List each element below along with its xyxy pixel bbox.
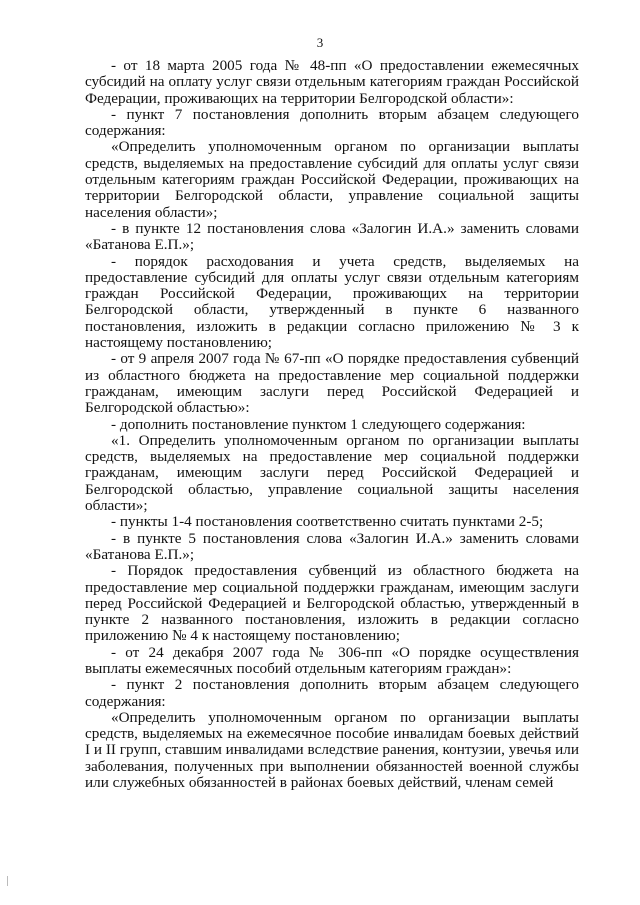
paragraph-item-5-replacement: - в пункте 5 постановления слова «Залогин И.А.» заменить словами «Батанова Е.П.»; [85,529,579,563]
paragraph-add-item-1: - дополнить постановление пунктом 1 следующего содержания: [111,415,526,433]
paragraph-decree-48pp: - от 18 марта 2005 года № 48-пп «О предоставлении ежемесячных субсидий на оплату услуг связи отдельным категориям граждан Российской Федерации, проживающих на территории Белгородской области»: [85,57,579,107]
paragraph-item-2-amendment: - пункт 2 постановления дополнить вторым абзацем следующего содержания: [85,676,579,710]
paragraph-procedure-subsidies: - порядок расходования и учета средств, выделяемых на предоставление субсидий для оплаты услуг связи отдельным категориям граждан Российской Федерации, проживающих на территории Белгородской области, утвержденный в пункте 6 названного постановления, изложить в редакции согласно приложению № 3 к настоящему постановлению; [85,252,579,352]
paragraph-item-12-replacement: - в пункте 12 постановления слова «Залогин И.А.» заменить словами «Батанова Е.П.»; [85,219,579,254]
paragraph-renumber-items: - пункты 1-4 постановления соответственно считать пунктами 2-5; [111,513,544,531]
paragraph-quoted-item-1: «1. Определить уполномоченным органом по организации выплаты средств, выделяемых на предоставление мер социальной поддержки гражданам, имеющим заслуги перед Российской Федерацией и Белгородской областью, управление социальной защиты населения области»; [85,431,579,515]
paragraph-quoted-authority-allowance: «Определить уполномоченным органом по организации выплаты средств, выделяемых на ежемесячное пособие инвалидам боевых действий I и II групп, ставшим инвалидами вследствие ранения, контузии, увечья или заболевания, полученных при выполнении обязанностей военной службы или служебных обязанностей в районах боевых действий, членам семей [85,708,579,792]
document-body [85,58,579,791]
paragraph-item-7-amendment: - пункт 7 постановления дополнить вторым абзацем следующего содержания: [85,105,579,140]
page-number: 3 [316,35,324,50]
paragraph-decree-67pp: - от 9 апреля 2007 года № 67-пп «О порядке предоставления субвенций из областного бюджета на предоставление мер социальной поддержки гражданам, имеющим заслуги перед Российской Федерацией и Белгородской областью»: [85,350,579,417]
paragraph-decree-306pp: - от 24 декабря 2007 года № 306-пп «О порядке осуществления выплаты ежемесячных пособий отдельным категориям граждан»: [85,643,579,677]
scan-edge-mark [7,876,8,886]
paragraph-quoted-authority-subsidies: «Определить уполномоченным органом по организации выплаты средств, выделяемых на предоставление субсидий для оплаты услуг связи отдельным категориям граждан Российской Федерации, проживающих на территории Белгородской области, управление социальной защиты населения области»; [85,138,579,221]
paragraph-procedure-subventions: - Порядок предоставления субвенций из областного бюджета на предоставление мер социальной поддержки гражданам, имеющим заслуги перед Российской Федерацией и Белгородской областью, утвержденный в пункте 2 названного постановления, изложить в редакции согласно приложению № 4 к настоящему постановлению; [85,562,579,645]
